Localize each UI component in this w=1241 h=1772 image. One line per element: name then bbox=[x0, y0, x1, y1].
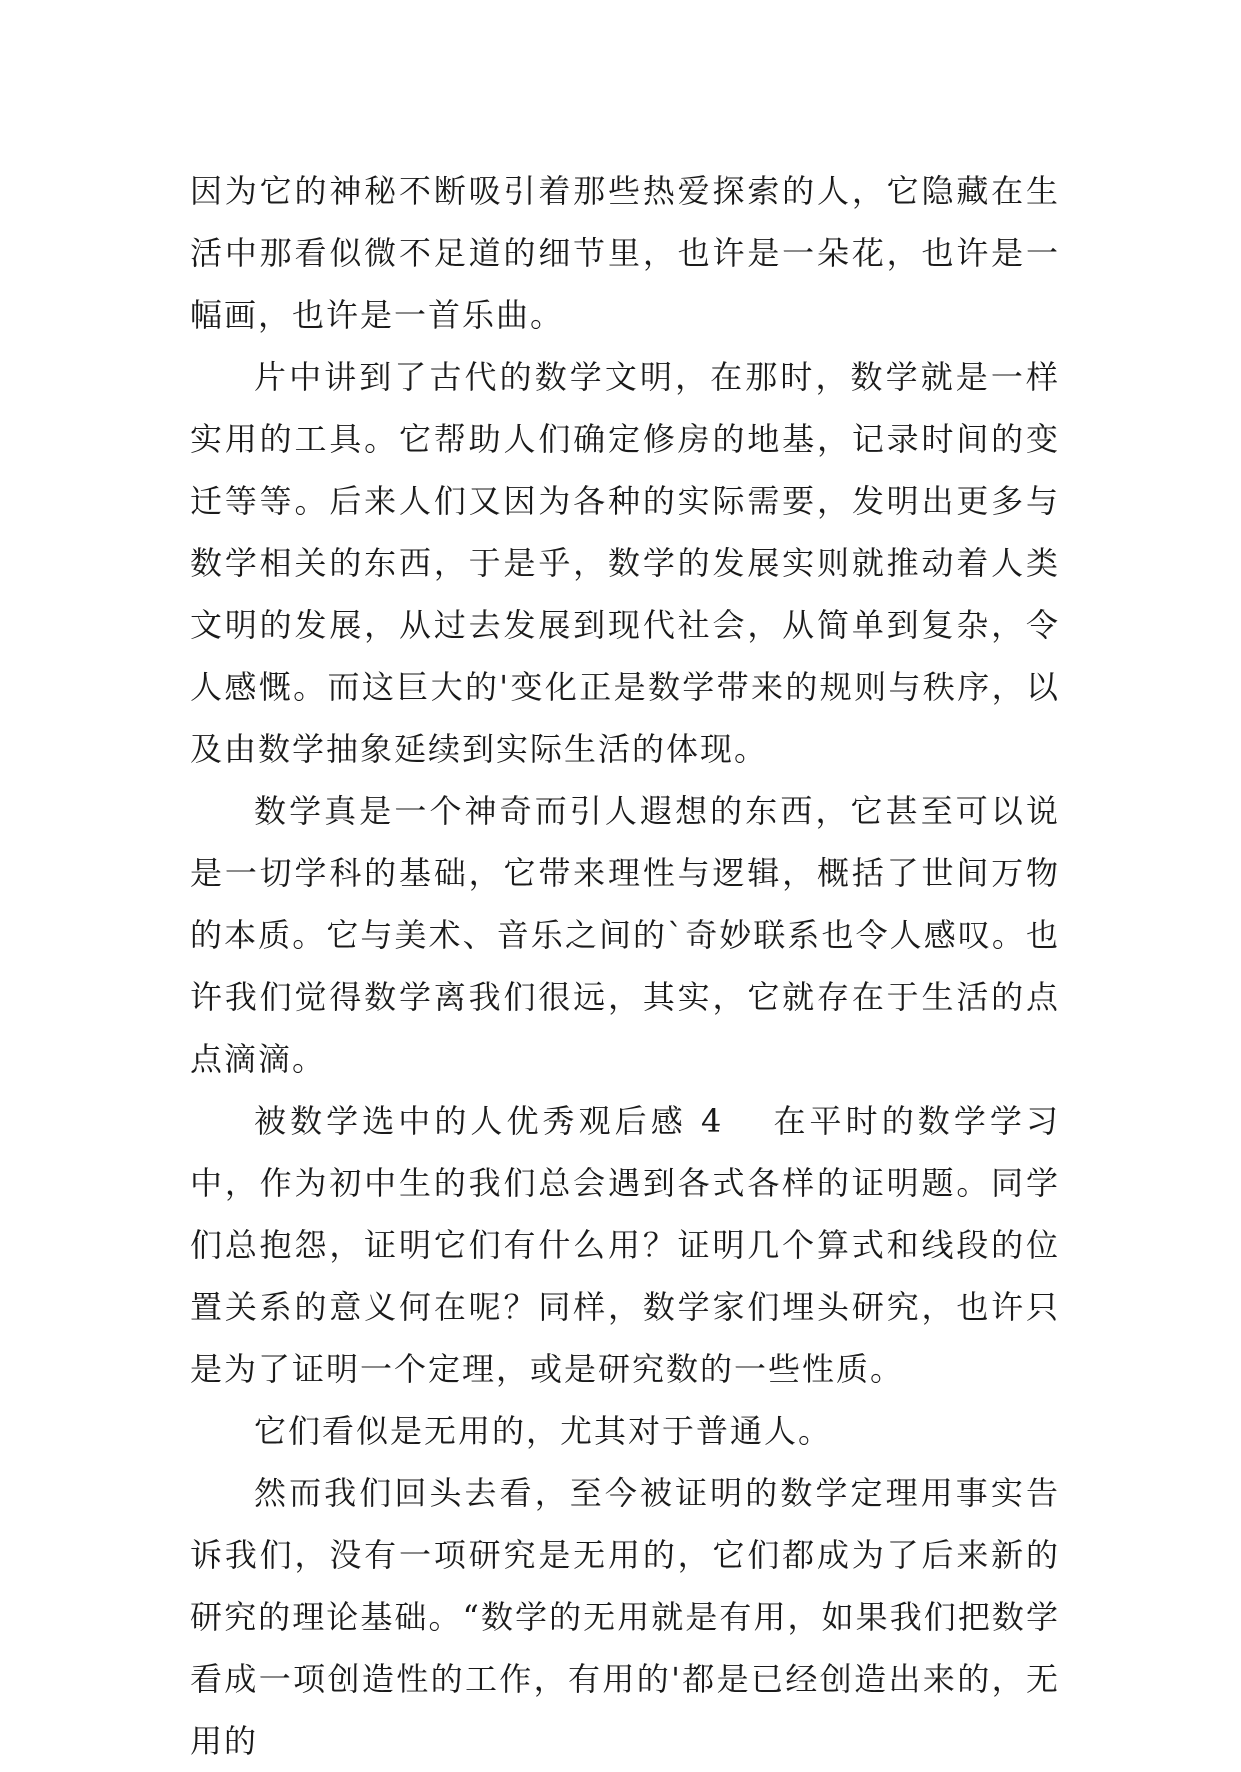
paragraph-3: 数学真是一个神奇而引人遐想的东西，它甚至可以说是一切学科的基础，它带来理性与逻辑，概括了世间万物的本质。它与美术、音乐之间的`奇妙联系也令人感叹。也许我们觉得数学离我们很远，其实，它就存在于生活的点点滴滴。 bbox=[190, 792, 1060, 1078]
paragraph-5: 它们看似是无用的，尤其对于普通人。 bbox=[254, 1412, 833, 1450]
document-body bbox=[190, 160, 1060, 1772]
section-heading: 被数学选中的人优秀观后感 4 bbox=[254, 1102, 724, 1140]
paragraph-4-text: 在平时的数学学习中，作为初中生的我们总会遇到各式各样的证明题。同学们总抱怨，证明它们有什么用？证明几个算式和线段的位置关系的意义何在呢？同样，数学家们埋头研究，也许只是为了证明一个定理，或是研究数的一些性质。 bbox=[190, 1102, 1060, 1388]
paragraph-1: 因为它的神秘不断吸引着那些热爱探索的人，它隐藏在生活中那看似微不足道的细节里，也许是一朵花，也许是一幅画，也许是一首乐曲。 bbox=[190, 172, 1060, 334]
paragraph-6: 然而我们回头去看，至今被证明的数学定理用事实告诉我们，没有一项研究是无用的，它们都成为了后来新的研究的理论基础。“数学的无用就是有用，如果我们把数学看成一项创造性的工作，有用的'都是已经创造出来的，无用的 bbox=[190, 1474, 1060, 1760]
paragraph-2: 片中讲到了古代的数学文明，在那时，数学就是一样实用的工具。它帮助人们确定修房的地基，记录时间的变迁等等。后来人们又因为各种的实际需要，发明出更多与数学相关的东西，于是乎，数学的发展实则就推动着人类文明的发展，从过去发展到现代社会，从简单到复杂，令人感慨。而这巨大的'变化正是数学带来的规则与秩序，以及由数学抽象延续到实际生活的体现。 bbox=[190, 358, 1060, 768]
paragraph-4 bbox=[190, 1090, 1060, 1400]
